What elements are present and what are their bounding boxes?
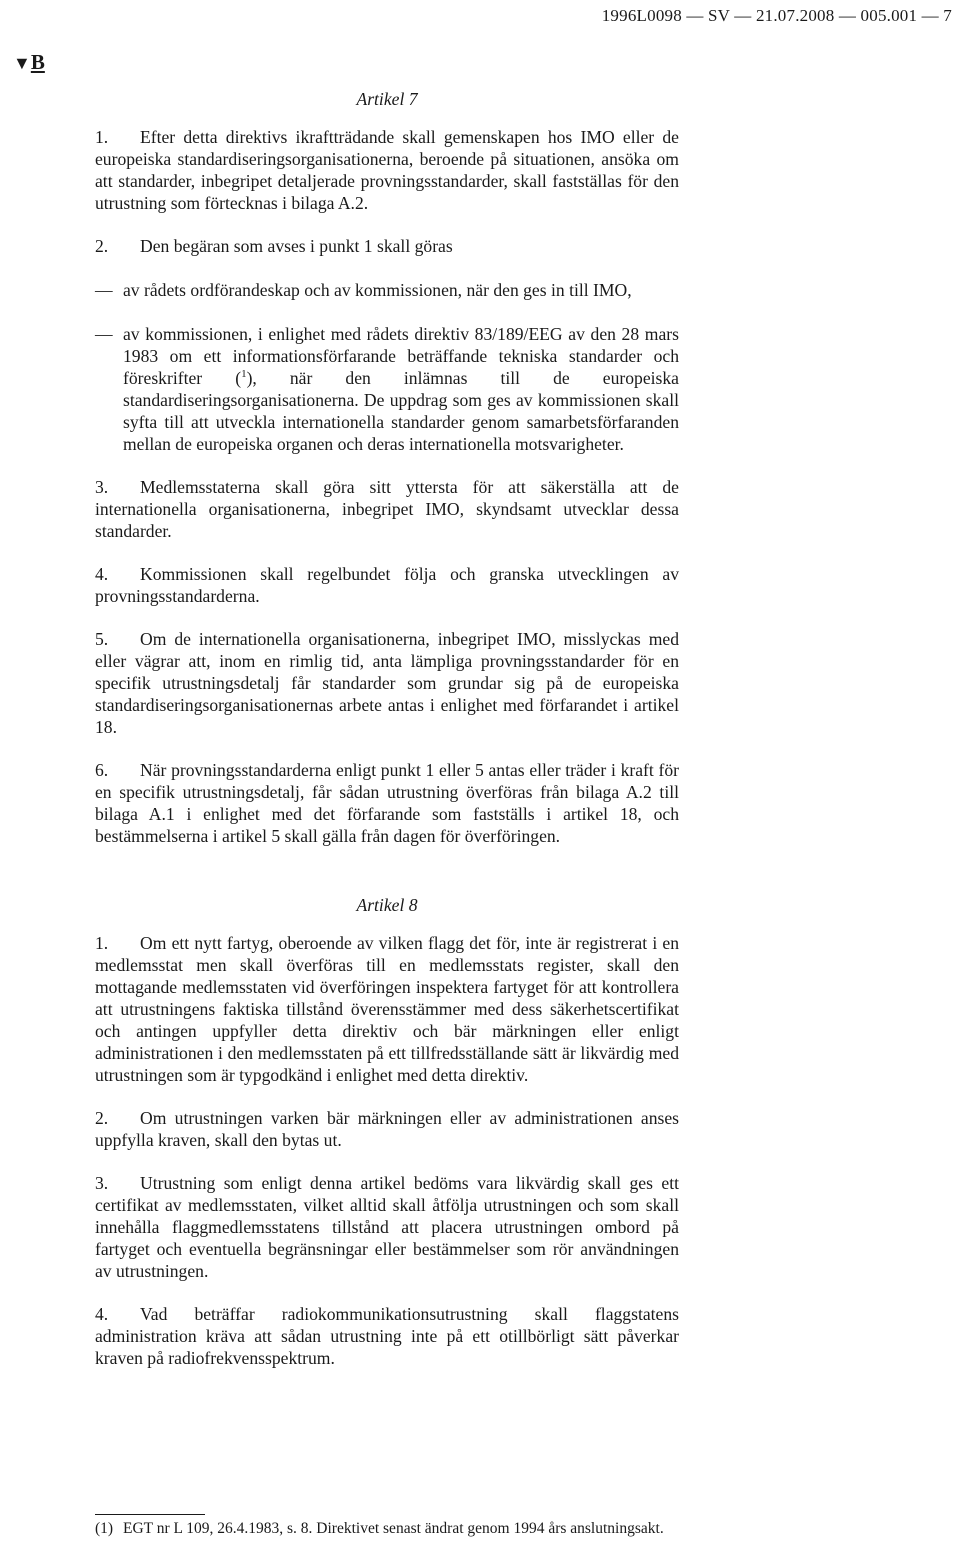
indent-text: av rådets ordförandeskap och av kommissionen, när den ges in till IMO, (123, 280, 632, 300)
paragraph-text: Utrustning som enligt denna artikel bedöms vara likvärdig skall ges ett certifikat av medlemsstaten, vilket alltid skall åtfölja utrustningen och som skall innehålla flaggmedlemsstatens tillstånd att placera utrustningen ombord på fartyget och eventuella begränsningar eller bestämmelser som rör användningen av utrustningen. (95, 1173, 679, 1281)
indent-item (95, 279, 679, 301)
paragraph-text: Kommissionen skall regelbundet följa och granska utvecklingen av provningsstandarderna. (95, 564, 679, 606)
paragraph-number: 4. (95, 564, 109, 584)
footnote-reference[interactable]: 1 (241, 368, 247, 381)
indent-text-part: ), när den inlämnas till de europeiska standardiseringsorganisationerna. De uppdrag som ges av kommissionen skall syfta till att utveckla internationella standarder genom samarbetsförfaranden mellan de europeiska organen och deras internationella motsvarigheter. (123, 368, 679, 454)
document-body (95, 88, 679, 1369)
paragraph-text: Den begäran som avses i punkt 1 skall göras (140, 236, 453, 256)
paragraph-number: 3. (95, 1173, 109, 1193)
paragraph-text: Vad beträffar radiokommunikationsutrustning skall flaggstatens administration kräva att sådan utrustning inte på ett otillbörligt sätt påverkar kraven på radiofrekvensspektrum. (95, 1304, 679, 1368)
triangle-down-icon: ▼ (13, 53, 31, 73)
paragraph-number: 2. (95, 236, 109, 256)
em-dash: — (95, 324, 113, 344)
paragraph-text: Om utrustningen varken bär märkningen eller av administrationen anses uppfylla kraven, skall den bytas ut. (95, 1108, 679, 1150)
paragraph-number: 5. (95, 629, 109, 649)
indent-item (95, 323, 679, 455)
paragraph-text: Medlemsstaterna skall göra sitt yttersta för att säkerställa att de internationella organisationerna, inbegripet IMO, skyndsamt utvecklar dessa standarder. (95, 477, 679, 541)
paragraph-number: 6. (95, 760, 109, 780)
document-reference-header: 1996L0098 — SV — 21.07.2008 — 005.001 — 7 (601, 6, 952, 25)
paragraph-text: Om de internationella organisationerna, inbegripet IMO, misslyckas med eller vägrar att, inom en rimlig tid, anta lämpliga provningsstandarder för en specifik utrustningsdetalj får standarder som grundar sig på de europeiska standardiseringsorganisationernas arbete antas i enlighet med förfarandet i artikel 18. (95, 629, 679, 737)
article-7-paragraph-1 (95, 126, 679, 214)
footnote-text: EGT nr L 109, 26.4.1983, s. 8. Direktivet senast ändrat genom 1994 års anslutningsakt. (123, 1520, 664, 1537)
article-8-paragraph-1 (95, 932, 679, 1086)
article-7-paragraph-5 (95, 628, 679, 738)
article-7-title: Artikel 7 (356, 89, 418, 109)
indent-text-part: av kommissionen, i enlighet med rådets direktiv 83/189/EEG av den 28 mars 1983 om ett informationsförfarande beträffande tekniska standarder och föreskrifter ( (123, 324, 679, 388)
paragraph-number: 3. (95, 477, 109, 497)
paragraph-number: 4. (95, 1304, 109, 1324)
paragraph-number: 1. (95, 933, 109, 953)
amendment-marker (13, 50, 45, 75)
article-7-paragraph-4 (95, 563, 679, 607)
paragraph-number: 1. (95, 127, 109, 147)
paragraph-text: Efter detta direktivs ikraftträdande skall gemenskapen hos IMO eller de europeiska standardiseringsorganisationerna, beroende på situationen, ansöka om att standarder, inbegripet detaljerade provningsstandarder, skall fastställas för den utrustning som förtecknas i bilaga A.2. (95, 127, 679, 213)
amendment-marker-letter: B (30, 50, 45, 74)
article-8-paragraph-4 (95, 1303, 679, 1369)
footnote-mark: (1) (95, 1520, 114, 1537)
article-7-paragraph-3 (95, 476, 679, 542)
footnote-divider (95, 1514, 205, 1515)
paragraph-text: Om ett nytt fartyg, oberoende av vilken flagg det för, inte är registrerat i en medlemsstat men skall överföras till en medlemsstats register, skall den mottagande medlemsstaten vid överföringen inspektera fartyget för att kontrollera att utrustningens faktiska tillstånd överensstämmer med dess säkerhetscertifikat och antingen uppfyller detta direktiv och bär märkningen eller enligt administrationen i den medlemsstaten på ett tillfredsställande sätt är likvärdig med utrustningen som är typgodkänd i enlighet med detta direktiv. (95, 933, 679, 1085)
paragraph-text: När provningsstandarderna enligt punkt 1 eller 5 antas eller träder i kraft för en specifik utrustningsdetalj, får sådan utrustning överföras från bilaga A.2 till bilaga A.1 i enlighet med det förfarande som fastställs i artikel 18, och bestämmelserna i artikel 5 skall gälla från dagen för överföringen. (95, 760, 679, 846)
footnote (95, 1519, 679, 1539)
article-7-paragraph-2 (95, 235, 679, 257)
article-7-paragraph-6 (95, 759, 679, 847)
indent-text (123, 323, 679, 455)
em-dash: — (95, 280, 113, 300)
article-8-paragraph-3 (95, 1172, 679, 1282)
article-8-paragraph-2 (95, 1107, 679, 1151)
article-8-title: Artikel 8 (356, 895, 418, 915)
paragraph-number: 2. (95, 1108, 109, 1128)
